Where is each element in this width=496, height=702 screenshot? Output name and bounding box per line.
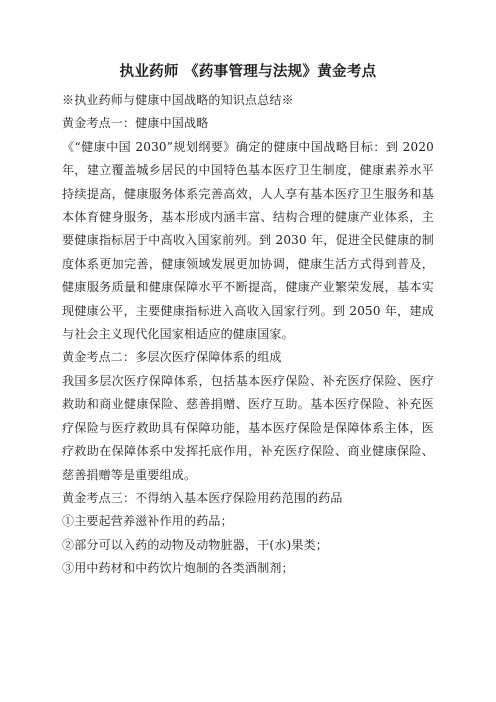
document-title: 执业药师 《药事管理与法规》黄金考点: [119, 64, 377, 80]
point3-item: ①主要起营养滋补作用的药品；: [62, 514, 233, 529]
point3-heading: 黄金考点三：不得纳入基本医疗保险用药范围的药品: [62, 490, 343, 505]
point1-heading: 黄金考点一：健康中国战略: [62, 116, 209, 131]
point2-heading: 黄金考点二：多层次医疗保障体系的组成: [62, 350, 282, 365]
document-subtitle: ※执业药师与健康中国战略的知识点总结※: [62, 93, 294, 107]
point2-body: 我国多层次医疗保障体系，包括基本医疗保险、补充医疗保险、医疗救助和商业健康保险、慈善捐赠、医疗互助。基本医疗保险、补充医疗保险与医疗救助具有保障功能，基本医疗保险是保障体系主体，医疗救助在保障体系中发挥托底作用，补充医疗保险、商业健康保险、慈善捐赠等是重要组成。: [62, 373, 434, 482]
point3-item: ②部分可以入药的动物及动物脏器，干(水)果类；: [62, 537, 328, 552]
point3-item: ③用中药材和中药饮片炮制的各类酒制剂；: [62, 561, 294, 576]
document-body: [62, 89, 434, 581]
point1-body: 《“健康中国 2030”规划纲要》确定的健康中国战略目标：到 2020 年，建立覆盖城乡居民的中国特色基本医疗卫生制度，健康素养水平持续提高，健康服务体系完善高效，人人享有基本医疗卫生服务和基本体育健身服务，基本形成内涵丰富、结构合理的健康产业体系，主要健康指标居于中高收入国家前列。到 2030 年，促进全民健康的制度体系更加完善，健康领域发展更加协调，健康生活方式得到普及，健康服务质量和健康保障水平不断提高，健康产业繁荣发展，基本实现健康公平，主要健康指标进入高收入国家行列。到 2050 年，建成与社会主义现代化国家相适应的健康国家。: [62, 139, 434, 342]
